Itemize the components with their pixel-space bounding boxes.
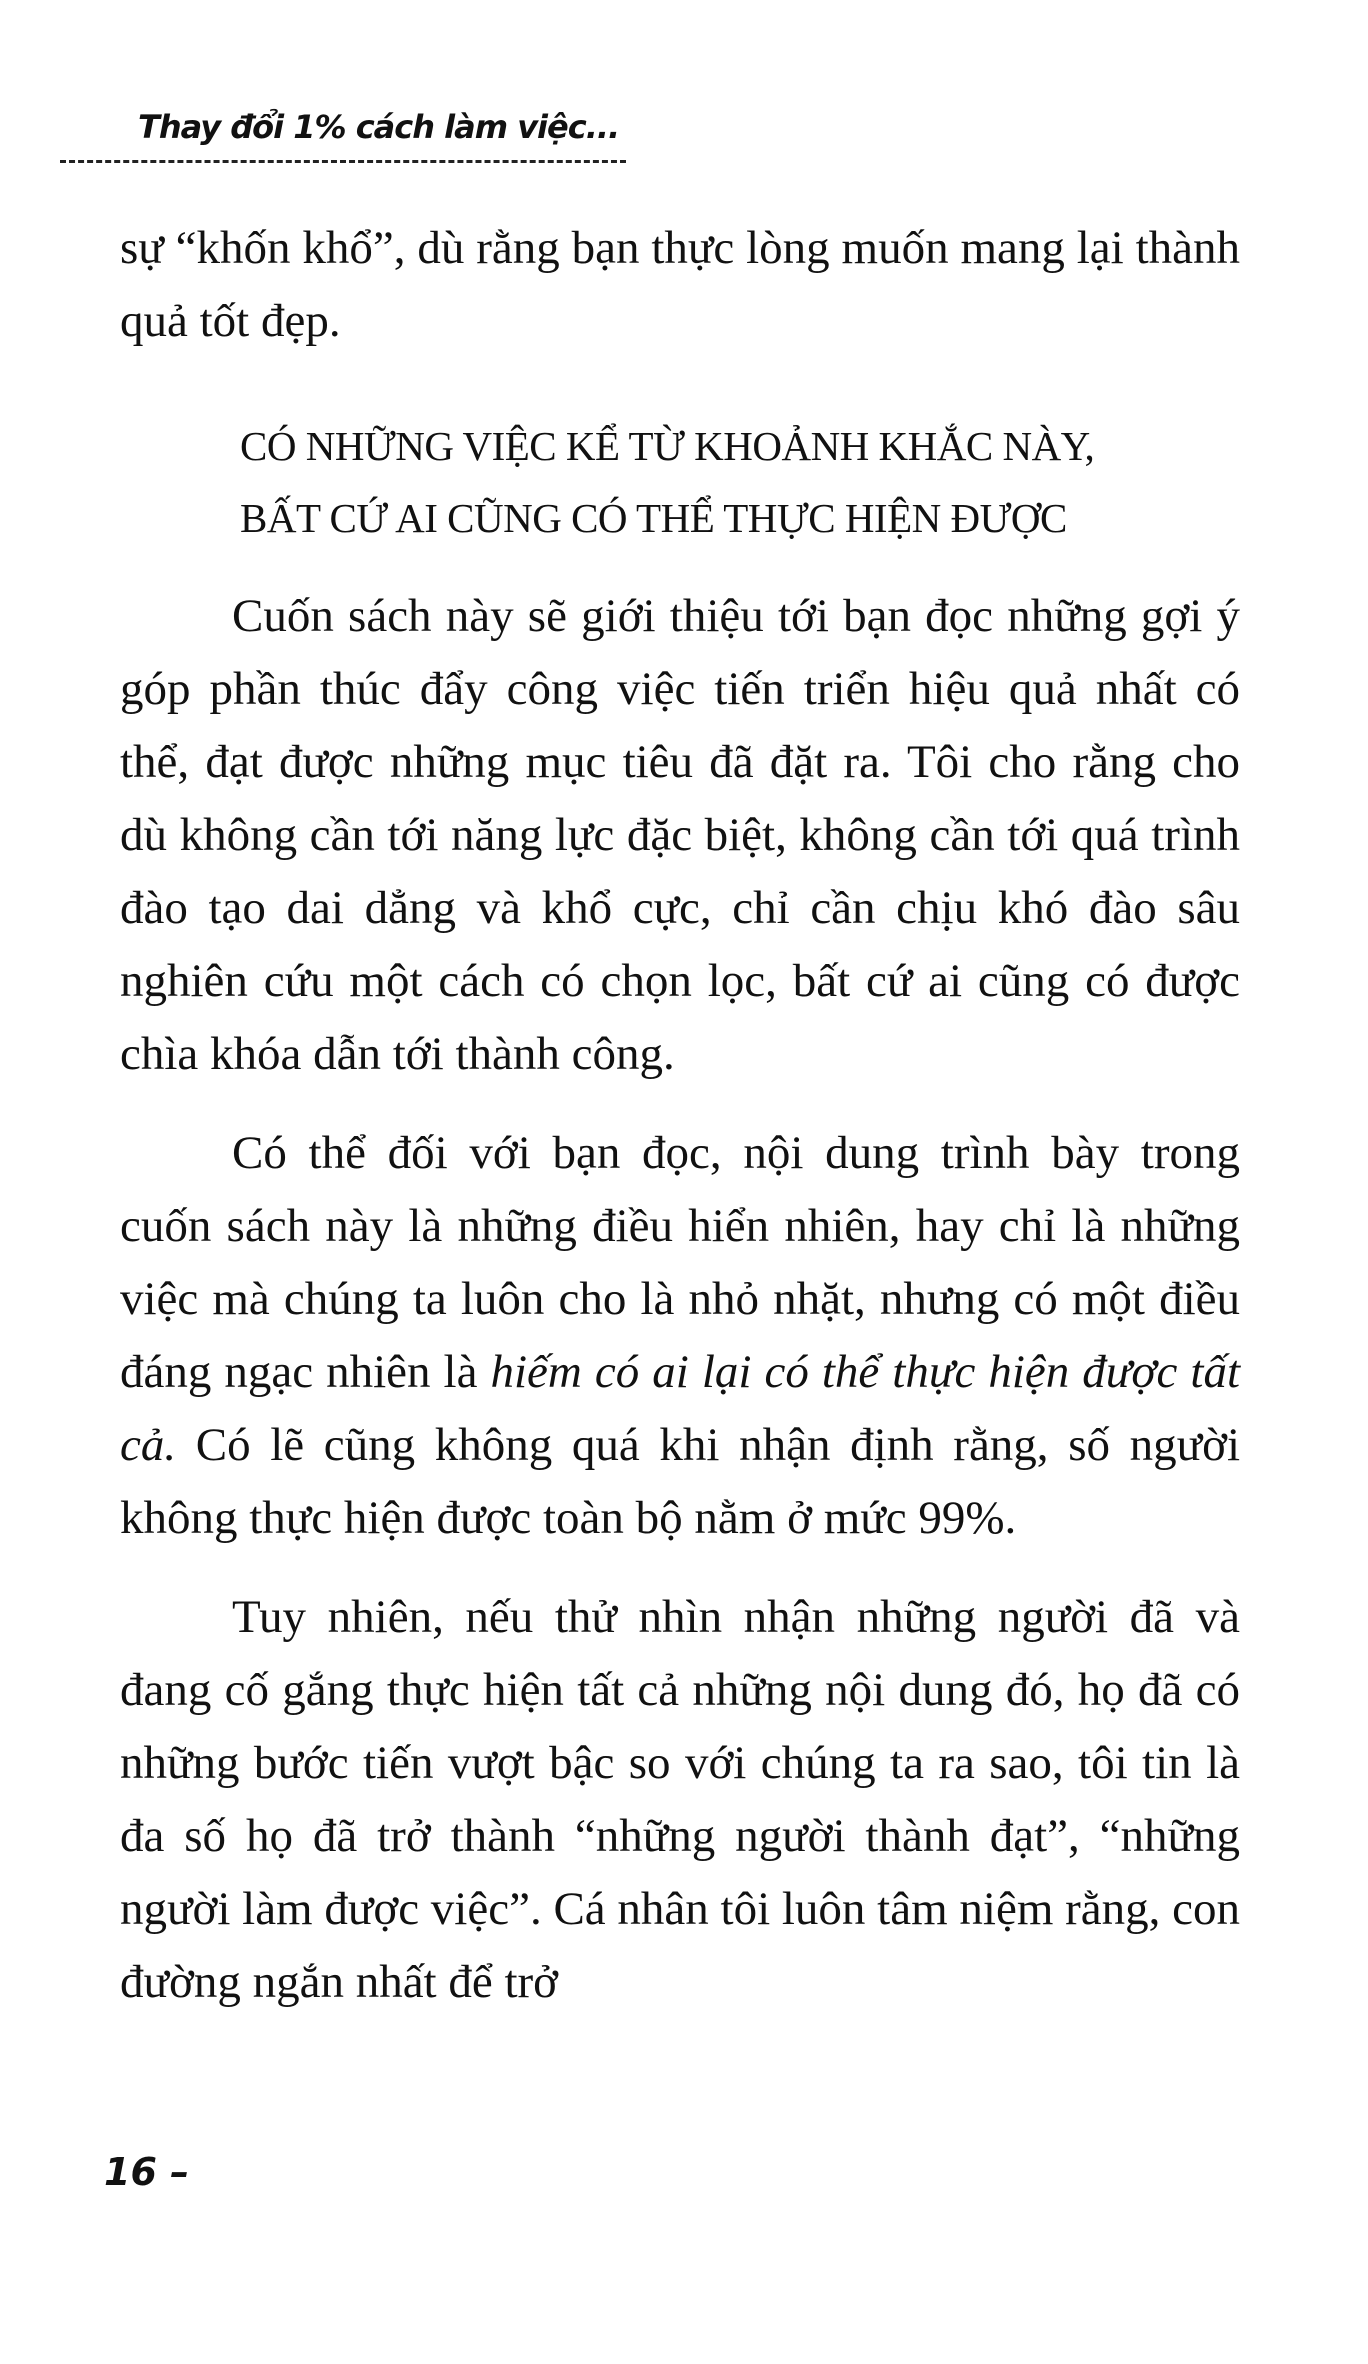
paragraph-2 bbox=[120, 1117, 1240, 1555]
paragraph-2-text-end: Có lẽ cũng không quá khi nhận định rằng, số người không thực hiện được toàn bộ nằm ở mức 99%. bbox=[120, 1419, 1240, 1544]
continued-paragraph: sự “khốn khổ”, dù rằng bạn thực lòng muốn mang lại thành quả tốt đẹp. bbox=[120, 222, 1240, 347]
paragraph-2-text-start: Có thể đối với bạn đọc, nội dung trình bày trong cuốn sách này là những điều hiển nhiên, hay chỉ là những việc mà chúng ta luôn cho là nhỏ nhặt, nhưng có một điều đáng ngạc nhiên là bbox=[120, 1127, 1240, 1398]
running-header-title: Thay đổi 1% cách làm việc... bbox=[138, 108, 620, 146]
paragraph-3: Tuy nhiên, nếu thử nhìn nhận những người đã và đang cố gắng thực hiện tất cả những nội dung đó, họ đã có những bước tiến vượt bậc so với chúng ta ra sao, tôi tin là đa số họ đã trở thành “những người thành đạt”, “những người làm được việc”. Cá nhân tôi luôn tâm niệm rằng, con đường ngắn nhất để trở bbox=[120, 1591, 1241, 2008]
page-body bbox=[120, 212, 1240, 2019]
header-divider bbox=[60, 160, 626, 163]
paragraph-1: Cuốn sách này sẽ giới thiệu tới bạn đọc những gợi ý góp phần thúc đẩy công việc tiến triển hiệu quả nhất có thể, đạt được những mục tiêu đã đặt ra. Tôi cho rằng cho dù không cần tới năng lực đặc biệt, không cần tới quá trình đào tạo dai dẳng và khổ cực, chỉ cần chịu khó đào sâu nghiên cứu một cách có chọn lọc, bất cứ ai cũng có được chìa khóa dẫn tới thành công. bbox=[120, 590, 1240, 1080]
section-heading-line-2: BẤT CỨ AI CŨNG CÓ THỂ THỰC HIỆN ĐƯỢC bbox=[240, 495, 1067, 541]
section-heading-line-1: CÓ NHỮNG VIỆC KỂ TỪ KHOẢNH KHẮC NÀY, bbox=[240, 423, 1095, 469]
paragraph-2-emphasis: hiếm có ai lại có thể thực hiện được tất cả. bbox=[120, 1346, 1241, 1471]
page-number: 16 – bbox=[104, 2150, 190, 2194]
section-heading bbox=[120, 410, 1240, 554]
